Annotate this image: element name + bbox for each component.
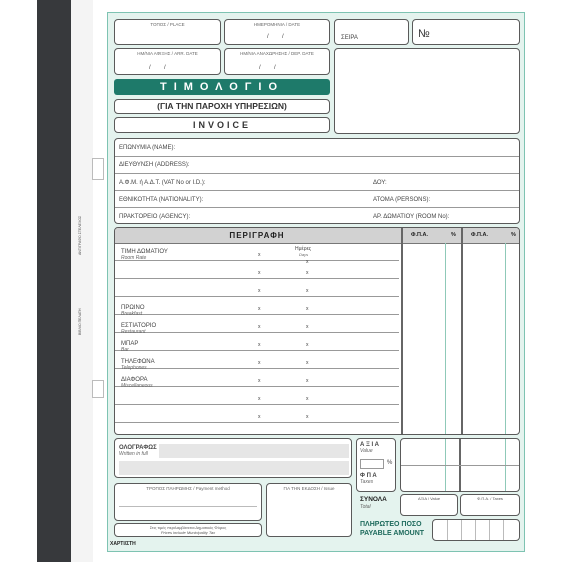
x-mark: x bbox=[306, 360, 309, 366]
form-sheet: ΤΟΠΟΣ / PLACE ΗΜΕΡΟΜΗΝΙΑ / DATE / / ΣΕΙΡΑ № ΗΜ/ΝΙΑ ΑΦΙΞΗΣ / ARR. DATE / / ΗΜ/ΝΙΑ ΑΝΑΧΩΡΗΣΗΣ / DEP. DATE / / ΤΙΜΟΛΟΓΙΟ (ΓΙΑ ΤΗΝ ΠΑΡΟΧΗ ΥΠΗΡΕΣΙΩΝ) INVOICE ΕΠΩΝΥΜΙΑ (NAME): ΔΙΕΥΘΥΝΣΗ (ADDRESS): Α.Φ.Μ. ή Α.Δ.Τ. (VAT No or I.D.): ΔΟΥ: ΕΘΝΙΚΟΤΗΤΑ (NATIONALITY): ΑΤΟΜΑ (PERSONS): ΠΡΑΚΤΟΡΕΙΟ (AGENCY): ΑΡ. ΔΩΜΑΤΙΟΥ (ROOM No): ΠΕΡΙΓΡΑΦΗ Φ.Π.Α. % Φ.Π.Α. % Ημέρες Days ΤΙΜΗ ΔΩΜΑΤΙΟΥ Room Rate ΠΡΩΙΝΟ Breakfast ΕΣΤΙΑΤΟΡΙΟ Restaurant ΜΠΑΡ Bar ΤΗΛΕΦΩΝΑ Telephones ΔΙΑΦΟΡΑ Miscellaneous x x x x x x x x x x x x x x x x x x x x ΟΛΟΓΡΑΦΩΣ Written in full Α Ξ Ι Α Value % Φ Π Α Taxes ΤΡΟΠΟΣ ΠΛΗΡΩΜΗΣ / Payment method ΓΙΑ ΤΗΝ ΕΚΔΟΣΗ / Issue Στις τιμές περιλαμβάνεται Δημοτικός Φόρος Prices include Municipality Tax ΣΥΝΟΛΑ Total ΑΞΙΑ / Value Φ.Π.Α. / Taxes ΠΛΗΡΩΤΕΟ ΠΟΣΟ PAYABLE AMOUNT ΧΑΡΤΙ/ΣΤΗ bbox=[107, 12, 525, 552]
x-mark: x bbox=[306, 306, 309, 312]
invoice-title-en: INVOICE bbox=[114, 117, 330, 133]
page-edge-left bbox=[71, 0, 93, 562]
room-label: ΑΡ. ΔΩΜΑΤΙΟΥ (ROOM No): bbox=[373, 214, 450, 220]
nationality-label: ΕΘΝΙΚΟΤΗΤΑ (NATIONALITY): bbox=[119, 197, 204, 203]
vat-header-2: Φ.Π.Α. bbox=[471, 232, 489, 238]
value-label: Α Ξ Ι Α bbox=[360, 442, 379, 448]
x-mark: x bbox=[258, 270, 261, 276]
percent-header-2: % bbox=[511, 232, 516, 238]
total-taxes-field[interactable]: Φ.Π.Α. / Taxes bbox=[460, 494, 520, 516]
stamp-area bbox=[334, 48, 520, 134]
x-mark: x bbox=[258, 324, 261, 330]
doy-label: ΔΟΥ: bbox=[373, 180, 387, 186]
telephones-label: ΤΗΛΕΦΩΝΑ bbox=[121, 359, 155, 365]
name-label: ΕΠΩΝΥΜΙΑ (NAME): bbox=[119, 145, 176, 151]
x-mark: x bbox=[306, 259, 309, 265]
x-mark: x bbox=[306, 324, 309, 330]
number-field[interactable]: № bbox=[412, 19, 520, 45]
brand-logo: ΧΑΡΤΙ/ΣΤΗ bbox=[110, 541, 136, 547]
agency-label: ΠΡΑΚΤΟΡΕΙΟ (AGENCY): bbox=[119, 214, 191, 220]
x-mark: x bbox=[306, 396, 309, 402]
invoice-subtitle: (ΓΙΑ ΤΗΝ ΠΑΡΟΧΗ ΥΠΗΡΕΣΙΩΝ) bbox=[114, 99, 330, 114]
fpa-label: Φ Π Α bbox=[360, 473, 377, 479]
payable-amount-field[interactable] bbox=[432, 519, 520, 541]
payment-method-field[interactable]: ΤΡΟΠΟΣ ΠΛΗΡΩΜΗΣ / Payment method bbox=[114, 483, 262, 521]
arrival-date-field[interactable]: ΗΜ/ΝΙΑ ΑΦΙΞΗΣ / ARR. DATE / / bbox=[114, 48, 221, 75]
in-words-label: ΟΛΟΓΡΑΦΩΣ bbox=[119, 445, 157, 451]
x-mark: x bbox=[258, 378, 261, 384]
x-mark: x bbox=[258, 252, 261, 258]
stub-mark-1 bbox=[92, 158, 104, 180]
municipal-tax-note: Στις τιμές περιλαμβάνεται Δημοτικός Φόρος Prices include Municipality Tax bbox=[114, 523, 262, 537]
in-words-field[interactable]: ΟΛΟΓΡΑΦΩΣ Written in full bbox=[114, 438, 352, 478]
payable-label: ΠΛΗΡΩΤΕΟ ΠΟΣΟ bbox=[360, 521, 422, 528]
description-header: ΠΕΡΙΓΡΑΦΗ bbox=[229, 231, 285, 240]
date-field[interactable]: ΗΜΕΡΟΜΗΝΙΑ / DATE / / bbox=[224, 19, 330, 45]
x-mark: x bbox=[258, 396, 261, 402]
days-label: Ημέρες bbox=[295, 246, 312, 252]
room-rate-label: ΤΙΜΗ ΔΩΜΑΤΙΟΥ bbox=[121, 249, 168, 255]
x-mark: x bbox=[258, 360, 261, 366]
items-table: ΠΕΡΙΓΡΑΦΗ Φ.Π.Α. % Φ.Π.Α. % Ημέρες Days ΤΙΜΗ ΔΩΜΑΤΙΟΥ Room Rate ΠΡΩΙΝΟ Breakfast ΕΣΤΙΑΤΟΡΙΟ Restaurant ΜΠΑΡ Bar ΤΗΛΕΦΩΝΑ Telephones ΔΙΑΦΟΡΑ Miscellaneous x x x x x x x x x x x x x x x x x x x x bbox=[114, 227, 520, 435]
payable-label-en: PAYABLE AMOUNT bbox=[360, 530, 425, 537]
x-mark: x bbox=[306, 270, 309, 276]
restaurant-label: ΕΣΤΙΑΤΟΡΙΟ bbox=[121, 323, 157, 329]
departure-date-field[interactable]: ΗΜ/ΝΙΑ ΑΝΑΧΩΡΗΣΗΣ / DEP. DATE / / bbox=[224, 48, 330, 75]
bar-label: ΜΠΑΡ bbox=[121, 341, 139, 347]
date-slashes: / / bbox=[267, 34, 284, 40]
x-mark: x bbox=[258, 306, 261, 312]
days-label-en: Days bbox=[299, 252, 309, 257]
totals-grid bbox=[400, 438, 520, 492]
x-mark: x bbox=[258, 414, 261, 420]
persons-label: ΑΤΟΜΑ (PERSONS): bbox=[373, 197, 431, 203]
issued-by-field[interactable]: ΓΙΑ ΤΗΝ ΕΚΔΟΣΗ / Issue bbox=[266, 483, 352, 537]
total-value-field[interactable]: ΑΞΙΑ / Value bbox=[400, 494, 458, 516]
stub-mark-2 bbox=[92, 380, 104, 398]
place-field[interactable]: ΤΟΠΟΣ / PLACE bbox=[114, 19, 221, 45]
x-mark: x bbox=[306, 288, 309, 294]
series-field[interactable]: ΣΕΙΡΑ bbox=[334, 19, 409, 45]
total-label: ΣΥΝΟΛΑ bbox=[360, 496, 387, 503]
value-fpa-box: Α Ξ Ι Α Value % Φ Π Α Taxes bbox=[356, 438, 396, 492]
address-label: ΔΙΕΥΘΥΝΣΗ (ADDRESS): bbox=[119, 162, 190, 168]
customer-details bbox=[114, 138, 520, 224]
percent-header-1: % bbox=[451, 232, 456, 238]
misc-label: ΔΙΑΦΟΡΑ bbox=[121, 377, 148, 383]
value-percent-field[interactable] bbox=[360, 459, 384, 469]
invoice-title-banner: ΤΙΜΟΛΟΓΙΟ bbox=[114, 79, 330, 95]
x-mark: x bbox=[306, 342, 309, 348]
x-mark: x bbox=[306, 378, 309, 384]
side-text-bottom: ΒΙΒΛΙΟ ΠΕΛΑΤΗ bbox=[78, 308, 82, 335]
x-mark: x bbox=[258, 342, 261, 348]
breakfast-label: ΠΡΩΙΝΟ bbox=[121, 305, 145, 311]
x-mark: x bbox=[258, 288, 261, 294]
vat-header-1: Φ.Π.Α. bbox=[411, 232, 429, 238]
binding-spine bbox=[37, 0, 71, 562]
side-text-top: ΑΝΤΙΓΡΑΦΟ ΣΤΕΛΕΧΟΣ bbox=[78, 215, 82, 255]
vat-label: Α.Φ.Μ. ή Α.Δ.Τ. (VAT No or I.D.): bbox=[119, 180, 206, 186]
x-mark: x bbox=[306, 414, 309, 420]
